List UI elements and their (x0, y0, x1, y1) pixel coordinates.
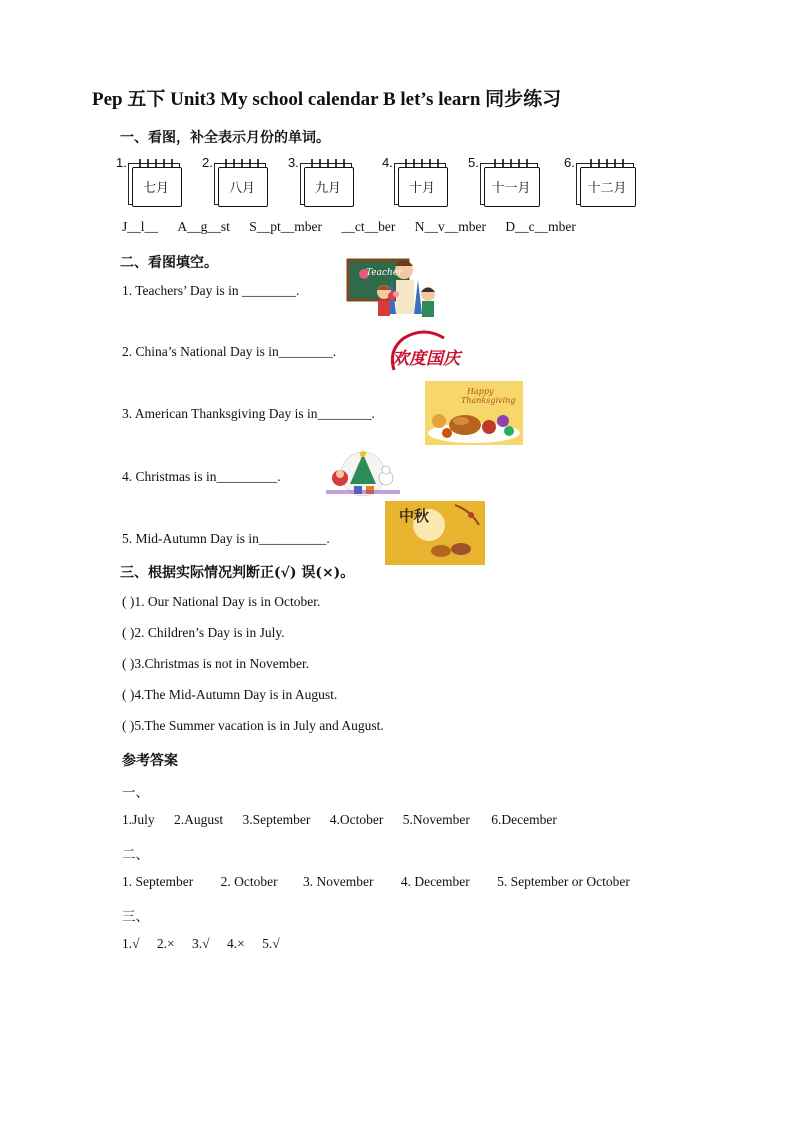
section3-heading: 三、根据实际情况判断正(√) 误(×)。 (120, 565, 355, 581)
calendar-label: 九月 (314, 180, 341, 196)
answer-item: 4.× (226, 936, 245, 951)
chalkboard-text: Teacher (366, 268, 403, 278)
christmas-picture (318, 448, 408, 500)
judge-item: ( )5.The Summer vacation is in July and August. (122, 718, 384, 733)
calendar-label: 十月 (408, 180, 435, 196)
thanksgiving-picture (425, 381, 523, 445)
national-day-text: 欢度国庆 (392, 349, 460, 369)
calendar-icon (202, 155, 266, 205)
blank-word: __ct__ber (341, 219, 396, 234)
calendar-number: 4. (382, 155, 393, 170)
answers-heading: 参考答案 (122, 753, 178, 769)
calendar-icon (468, 155, 538, 205)
national-day-picture (384, 330, 468, 376)
answer-item: 4.October (329, 812, 384, 827)
teachers-day-picture (346, 250, 446, 328)
blank-word: D__c__mber (505, 219, 576, 234)
calendar-number: 6. (564, 155, 575, 170)
mid-autumn-text: 中秋 (399, 507, 430, 525)
fill-item: 4. Christmas is in_________. (122, 469, 281, 484)
answers-part1-label: 一、 (122, 785, 149, 800)
calendar-icon (382, 155, 446, 205)
blank-word: N__v__mber (414, 219, 487, 234)
answer-item: 2.August (174, 812, 224, 827)
calendar-label: 七月 (142, 180, 169, 196)
fill-item: 1. Teachers’ Day is in ________. (122, 283, 300, 298)
judge-item: ( )1. Our National Day is in October. (122, 594, 321, 609)
answers-part1 (122, 812, 557, 828)
mid-autumn-picture (385, 501, 485, 565)
answer-item: 2. October (220, 874, 278, 889)
answer-item: 1.July (122, 812, 155, 827)
answer-item: 5.√ (262, 936, 280, 951)
section2-heading: 二、看图填空。 (120, 255, 218, 271)
fill-item: 5. Mid-Autumn Day is in__________. (122, 531, 330, 546)
blank-word: J__l__ (122, 219, 159, 234)
judge-item: ( )4.The Mid-Autumn Day is in August. (122, 687, 338, 702)
section1-heading: 一、看图，补全表示月份的单词。 (120, 130, 330, 146)
answer-item: 3.√ (192, 936, 210, 951)
answer-item: 1. September (122, 874, 194, 889)
answers-part2-label: 二、 (122, 847, 149, 862)
blank-word: A__g__st (177, 219, 230, 234)
thanksgiving-text-happy: Happy (467, 387, 494, 396)
answers-part2 (122, 874, 630, 890)
calendar-icon (564, 155, 634, 205)
judge-item: ( )2. Children’s Day is in July. (122, 625, 285, 640)
answer-item: 1.√ (122, 936, 140, 951)
answer-item: 3. November (302, 874, 374, 889)
answer-item: 5.November (402, 812, 470, 827)
calendar-label: 八月 (228, 180, 255, 196)
answer-item: 3.September (242, 812, 311, 827)
calendar-number: 3. (288, 155, 299, 170)
blank-word: S__pt__mber (249, 219, 323, 234)
calendar-number: 1. (116, 155, 127, 170)
calendar-icon (288, 155, 352, 205)
calendar-label: 十一月 (491, 180, 531, 196)
answer-item: 4. December (400, 874, 470, 889)
answers-part3 (122, 936, 280, 952)
fill-item: 2. China’s National Day is in________. (122, 344, 337, 359)
month-blanks (122, 219, 592, 235)
calendar-icon (116, 155, 180, 205)
thanksgiving-text: Thanksgiving (461, 396, 516, 405)
calendar-number: 2. (202, 155, 213, 170)
fill-item: 3. American Thanksgiving Day is in________. (122, 406, 375, 421)
calendar-number: 5. (468, 155, 479, 170)
page-title: Pep 五下 Unit3 My school calendar B let’s learn 同步练习 (92, 89, 562, 110)
judge-item: ( )3.Christmas is not in November. (122, 656, 310, 671)
answer-item: 6.December (491, 812, 557, 827)
calendar-label: 十二月 (587, 180, 627, 196)
answer-item: 2.× (156, 936, 175, 951)
answers-part3-label: 三、 (122, 909, 149, 924)
answer-item: 5. September or October (497, 874, 630, 889)
